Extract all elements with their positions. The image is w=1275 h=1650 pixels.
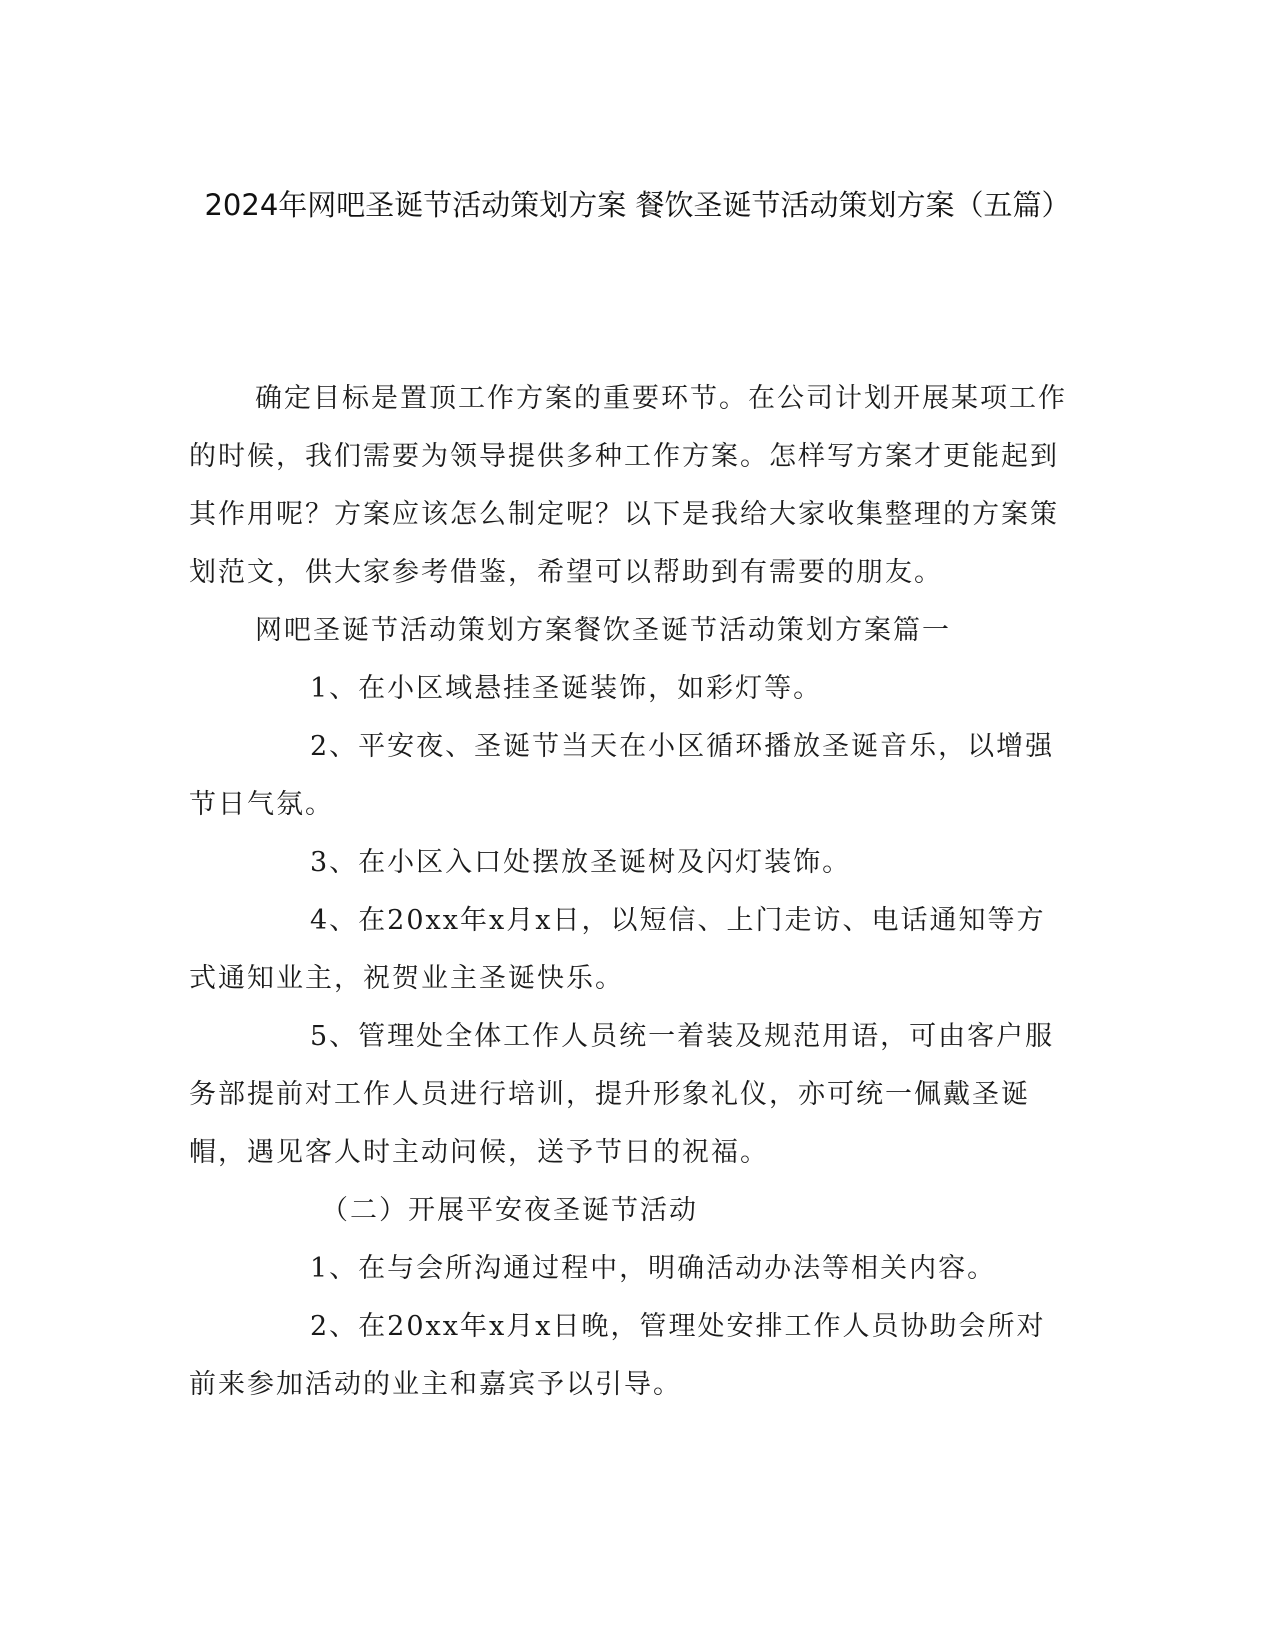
section-heading: 网吧圣诞节活动策划方案餐饮圣诞节活动策划方案篇一: [255, 615, 951, 646]
list-item: 1、在与会所沟通过程中，明确活动办法等相关内容。: [310, 1253, 997, 1284]
intro-paragraph: 确定目标是置顶工作方案的重要环节。在公司计划开展某项工作的时候，我们需要为领导提供多种工作方案。怎样写方案才更能起到其作用呢？方案应该怎么制定呢？以下是我给大家收集整理的方案策划范文，供大家参考借鉴，希望可以帮助到有需要的朋友。: [189, 383, 1067, 588]
subsection-heading: （二）开展平安夜圣诞节活动: [321, 1195, 698, 1226]
document-body: [189, 370, 1069, 1414]
list-item: 1、在小区域悬挂圣诞装饰，如彩灯等。: [310, 673, 823, 704]
list-item: 5、管理处全体工作人员统一着装及规范用语，可由客户服务部提前对工作人员进行培训，提升形象礼仪，亦可统一佩戴圣诞帽，遇见客人时主动问候，送予节日的祝福。: [189, 1021, 1055, 1168]
list-item: 2、在20xx年x月x日晚，管理处安排工作人员协助会所对前来参加活动的业主和嘉宾予以引导。: [189, 1311, 1046, 1400]
list-item: 2、平安夜、圣诞节当天在小区循环播放圣诞音乐，以增强节日气氛。: [189, 731, 1055, 820]
list-item: 4、在20xx年x月x日，以短信、上门走访、电话通知等方式通知业主，祝贺业主圣诞快乐。: [189, 905, 1046, 994]
document-title: 2024年网吧圣诞节活动策划方案 餐饮圣诞节活动策划方案（五篇）: [204, 188, 1071, 222]
list-item: 3、在小区入口处摆放圣诞树及闪灯装饰。: [310, 847, 852, 878]
